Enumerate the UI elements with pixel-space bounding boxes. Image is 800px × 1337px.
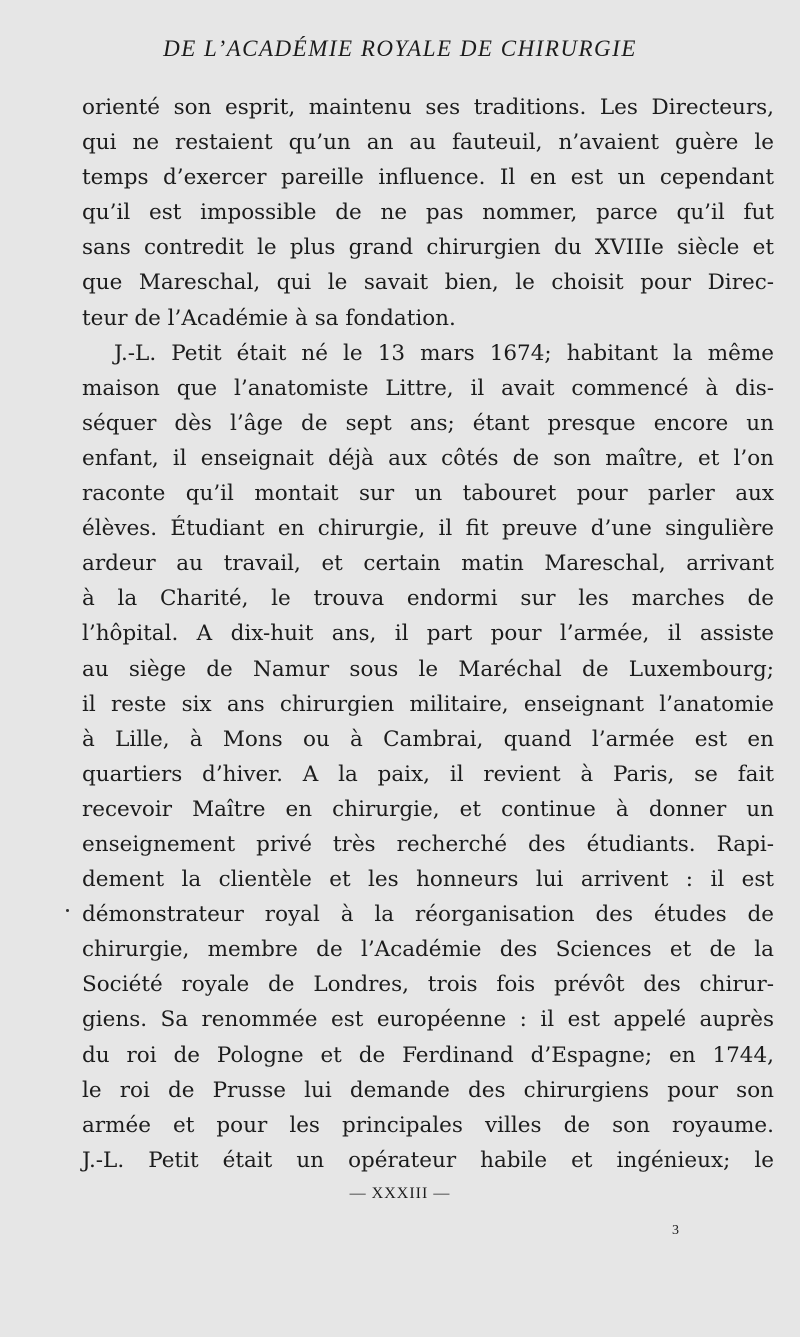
text-line: ardeur au travail, et certain matin Mareschal, arrivant: [82, 551, 774, 577]
text-line: enseignement privé très recherché des étudiants. Rapi-: [82, 831, 774, 857]
running-header: DE L’ACADÉMIE ROYALE DE CHIRURGIE: [163, 36, 637, 61]
text-line: armée et pour les principales villes de son royaume.: [82, 1112, 774, 1138]
text-line: qu’il est impossible de ne pas nommer, parce qu’il fut: [82, 200, 774, 226]
text-line: élèves. Étudiant en chirurgie, il fit preuve d’une singulière: [82, 516, 774, 542]
text-line: au siège de Namur sous le Maréchal de Luxembourg;: [82, 656, 774, 682]
text-line: dement la clientèle et les honneurs lui arrivent : il est: [82, 867, 774, 893]
text-line: il reste six ans chirurgien militaire, enseignant l’anatomie: [82, 691, 774, 717]
text-line: qui ne restaient qu’un an au fauteuil, n’avaient guère le: [82, 130, 774, 156]
text-line: le roi de Prusse lui demande des chirurgiens pour son: [82, 1077, 774, 1103]
text-line: chirurgie, membre de l’Académie des Sciences et de la: [82, 937, 774, 963]
text-line: giens. Sa renommée est européenne : il est appelé auprès: [82, 1007, 774, 1033]
text-line: que Mareschal, qui le savait bien, le choisit pour Direc-: [82, 270, 774, 296]
text-line: teur de l’Académie à sa fondation.: [82, 305, 456, 331]
text-line: maison que l’anatomiste Littre, il avait commencé à dis-: [82, 375, 774, 401]
text-line: temps d’exercer pareille influence. Il en est un cependant: [82, 165, 774, 191]
text-line: sans contredit le plus grand chirurgien du XVIIIe siècle et: [82, 235, 774, 261]
text-line: enfant, il enseignait déjà aux côtés de son maître, et l’on: [82, 445, 774, 471]
text-line: recevoir Maître en chirurgie, et continue à donner un: [82, 796, 774, 822]
page-folio: — XXXIII —: [349, 1185, 451, 1202]
text-line: Société royale de Londres, trois fois prévôt des chirur-: [82, 972, 774, 998]
body-text: [82, 90, 774, 1178]
text-line: quartiers d’hiver. A la paix, il revient à Paris, se fait: [82, 761, 774, 787]
text-line: orienté son esprit, maintenu ses traditions. Les Directeurs,: [82, 95, 774, 120]
ink-speck: [66, 909, 69, 912]
text-line: à la Charité, le trouva endormi sur les marches de: [82, 586, 774, 612]
text-line: séquer dès l’âge de sept ans; étant presque encore un: [82, 410, 774, 436]
text-line: démonstrateur royal à la réorganisation des études de: [82, 902, 774, 928]
text-line: J.-L. Petit était né le 13 mars 1674; habitant la même: [114, 340, 774, 366]
text-line: J.-L. Petit était un opérateur habile et ingénieux; le: [82, 1147, 774, 1173]
text-line: raconte qu’il montait sur un tabouret pour parler aux: [82, 481, 774, 507]
text-line: l’hôpital. A dix-huit ans, il part pour l’armée, il assiste: [82, 621, 774, 647]
signature-mark: 3: [672, 1223, 679, 1238]
text-line: du roi de Pologne et de Ferdinand d’Espagne; en 1744,: [82, 1042, 774, 1068]
text-line: à Lille, à Mons ou à Cambrai, quand l’armée est en: [82, 726, 774, 752]
